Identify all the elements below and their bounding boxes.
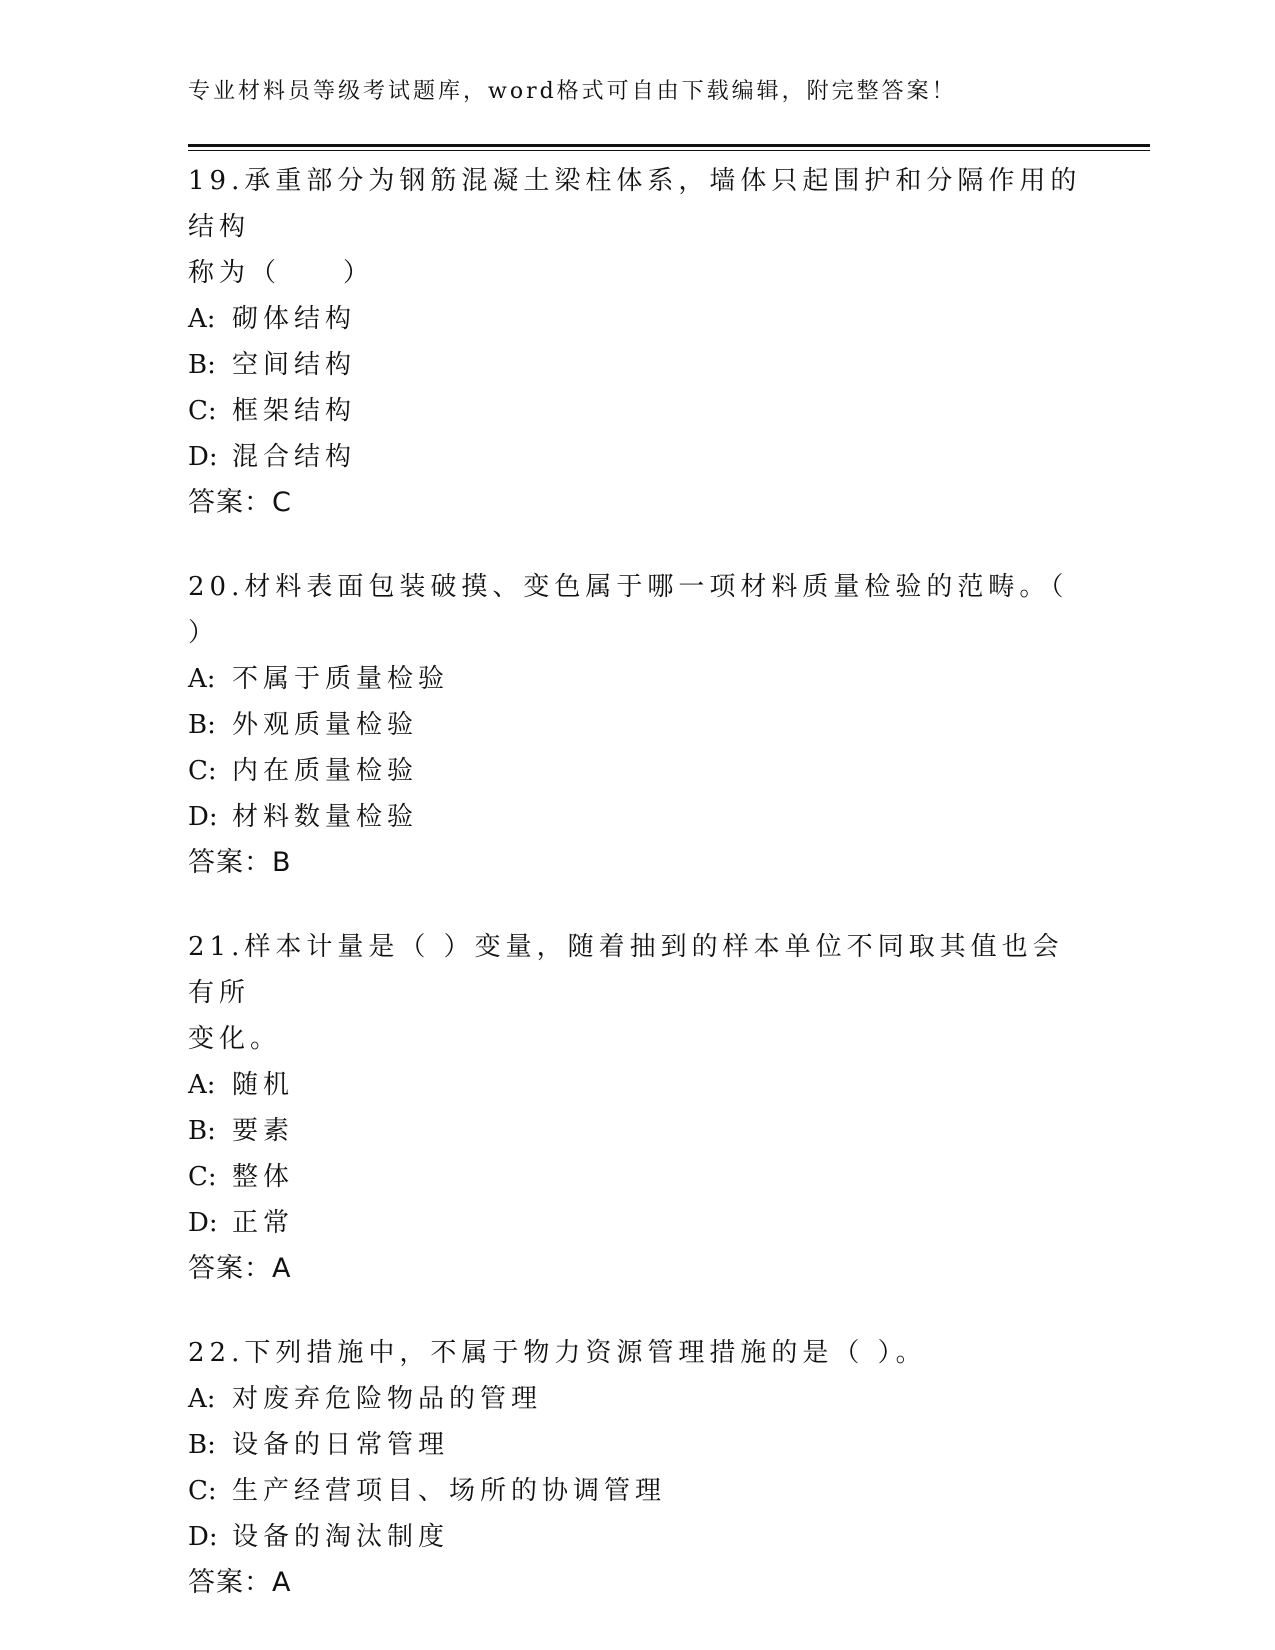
option-key: B: — [188, 710, 216, 740]
option-key: B: — [188, 1430, 216, 1460]
document-header: 专业材料员等级考试题库，word格式可自由下载编辑，附完整答案！ — [188, 79, 957, 104]
option-c — [188, 388, 1088, 434]
answer-line — [188, 1246, 1088, 1292]
option-text: 内在质量检验 — [232, 756, 419, 786]
header-divider-thin — [188, 150, 1150, 151]
option-text: 整体 — [232, 1162, 295, 1192]
option-a — [188, 1062, 1088, 1108]
option-key: B: — [188, 350, 216, 380]
option-key: C: — [188, 396, 217, 426]
option-text: 框架结构 — [232, 396, 357, 426]
option-d — [188, 1200, 1088, 1246]
option-text: 随机 — [232, 1070, 295, 1100]
option-text: 空间结构 — [232, 350, 357, 380]
answer-value: C — [272, 487, 292, 518]
stem-line: 20.材料表面包装破摸、变色属于哪一项材料质量检验的范畴。（ ） — [188, 572, 1069, 648]
option-c — [188, 1468, 1088, 1514]
option-key: D: — [188, 1208, 218, 1238]
option-key: A: — [188, 1070, 216, 1100]
header-divider-thick — [188, 144, 1150, 147]
option-text: 要素 — [232, 1116, 295, 1146]
question-stem — [188, 158, 1088, 296]
answer-label: 答案： — [188, 1253, 272, 1284]
option-b — [188, 1108, 1088, 1154]
option-text: 混合结构 — [232, 442, 357, 472]
option-d — [188, 434, 1088, 480]
answer-line — [188, 480, 1088, 526]
option-key: A: — [188, 304, 216, 334]
option-text: 外观质量检验 — [232, 710, 419, 740]
stem-line: 称为（ ） — [188, 258, 375, 288]
option-a — [188, 296, 1088, 342]
option-key: C: — [188, 756, 217, 786]
option-text: 生产经营项目、场所的协调管理 — [232, 1476, 667, 1506]
option-key: C: — [188, 1476, 217, 1506]
option-text: 正常 — [232, 1208, 295, 1238]
stem-line: 22.下列措施中，不属于物力资源管理措施的是（ ）。 — [188, 1338, 927, 1368]
option-text: 设备的淘汰制度 — [232, 1522, 450, 1552]
question-20 — [188, 564, 1088, 886]
answer-value: B — [272, 847, 292, 878]
question-stem — [188, 1330, 1088, 1376]
option-a — [188, 656, 1088, 702]
answer-line — [188, 1560, 1088, 1606]
stem-line: 21.样本计量是（ ）变量，随着抽到的样本单位不同取其值也会有所 — [188, 932, 1064, 1008]
option-text: 设备的日常管理 — [232, 1430, 450, 1460]
option-key: A: — [188, 1384, 216, 1414]
question-22 — [188, 1330, 1088, 1606]
option-text: 材料数量检验 — [232, 802, 419, 832]
answer-value: A — [272, 1567, 292, 1598]
option-b — [188, 342, 1088, 388]
question-stem — [188, 564, 1088, 656]
option-c — [188, 748, 1088, 794]
option-key: B: — [188, 1116, 216, 1146]
question-list — [188, 158, 1088, 1644]
answer-value: A — [272, 1253, 292, 1284]
answer-label: 答案： — [188, 847, 272, 878]
stem-line: 19.承重部分为钢筋混凝土梁柱体系，墙体只起围护和分隔作用的结构 — [188, 166, 1082, 242]
answer-line — [188, 840, 1088, 886]
option-key: D: — [188, 442, 218, 472]
option-key: D: — [188, 802, 218, 832]
option-b — [188, 1422, 1088, 1468]
stem-line: 变化。 — [188, 1024, 282, 1054]
option-text: 对废弃危险物品的管理 — [232, 1384, 543, 1414]
option-key: C: — [188, 1162, 217, 1192]
option-key: A: — [188, 664, 216, 694]
option-d — [188, 1514, 1088, 1560]
option-text: 砌体结构 — [232, 304, 357, 334]
option-a — [188, 1376, 1088, 1422]
question-19 — [188, 158, 1088, 526]
option-d — [188, 794, 1088, 840]
option-key: D: — [188, 1522, 218, 1552]
question-stem — [188, 924, 1088, 1062]
question-21 — [188, 924, 1088, 1292]
answer-label: 答案： — [188, 487, 272, 518]
option-b — [188, 702, 1088, 748]
option-text: 不属于质量检验 — [232, 664, 450, 694]
answer-label: 答案： — [188, 1567, 272, 1598]
option-c — [188, 1154, 1088, 1200]
